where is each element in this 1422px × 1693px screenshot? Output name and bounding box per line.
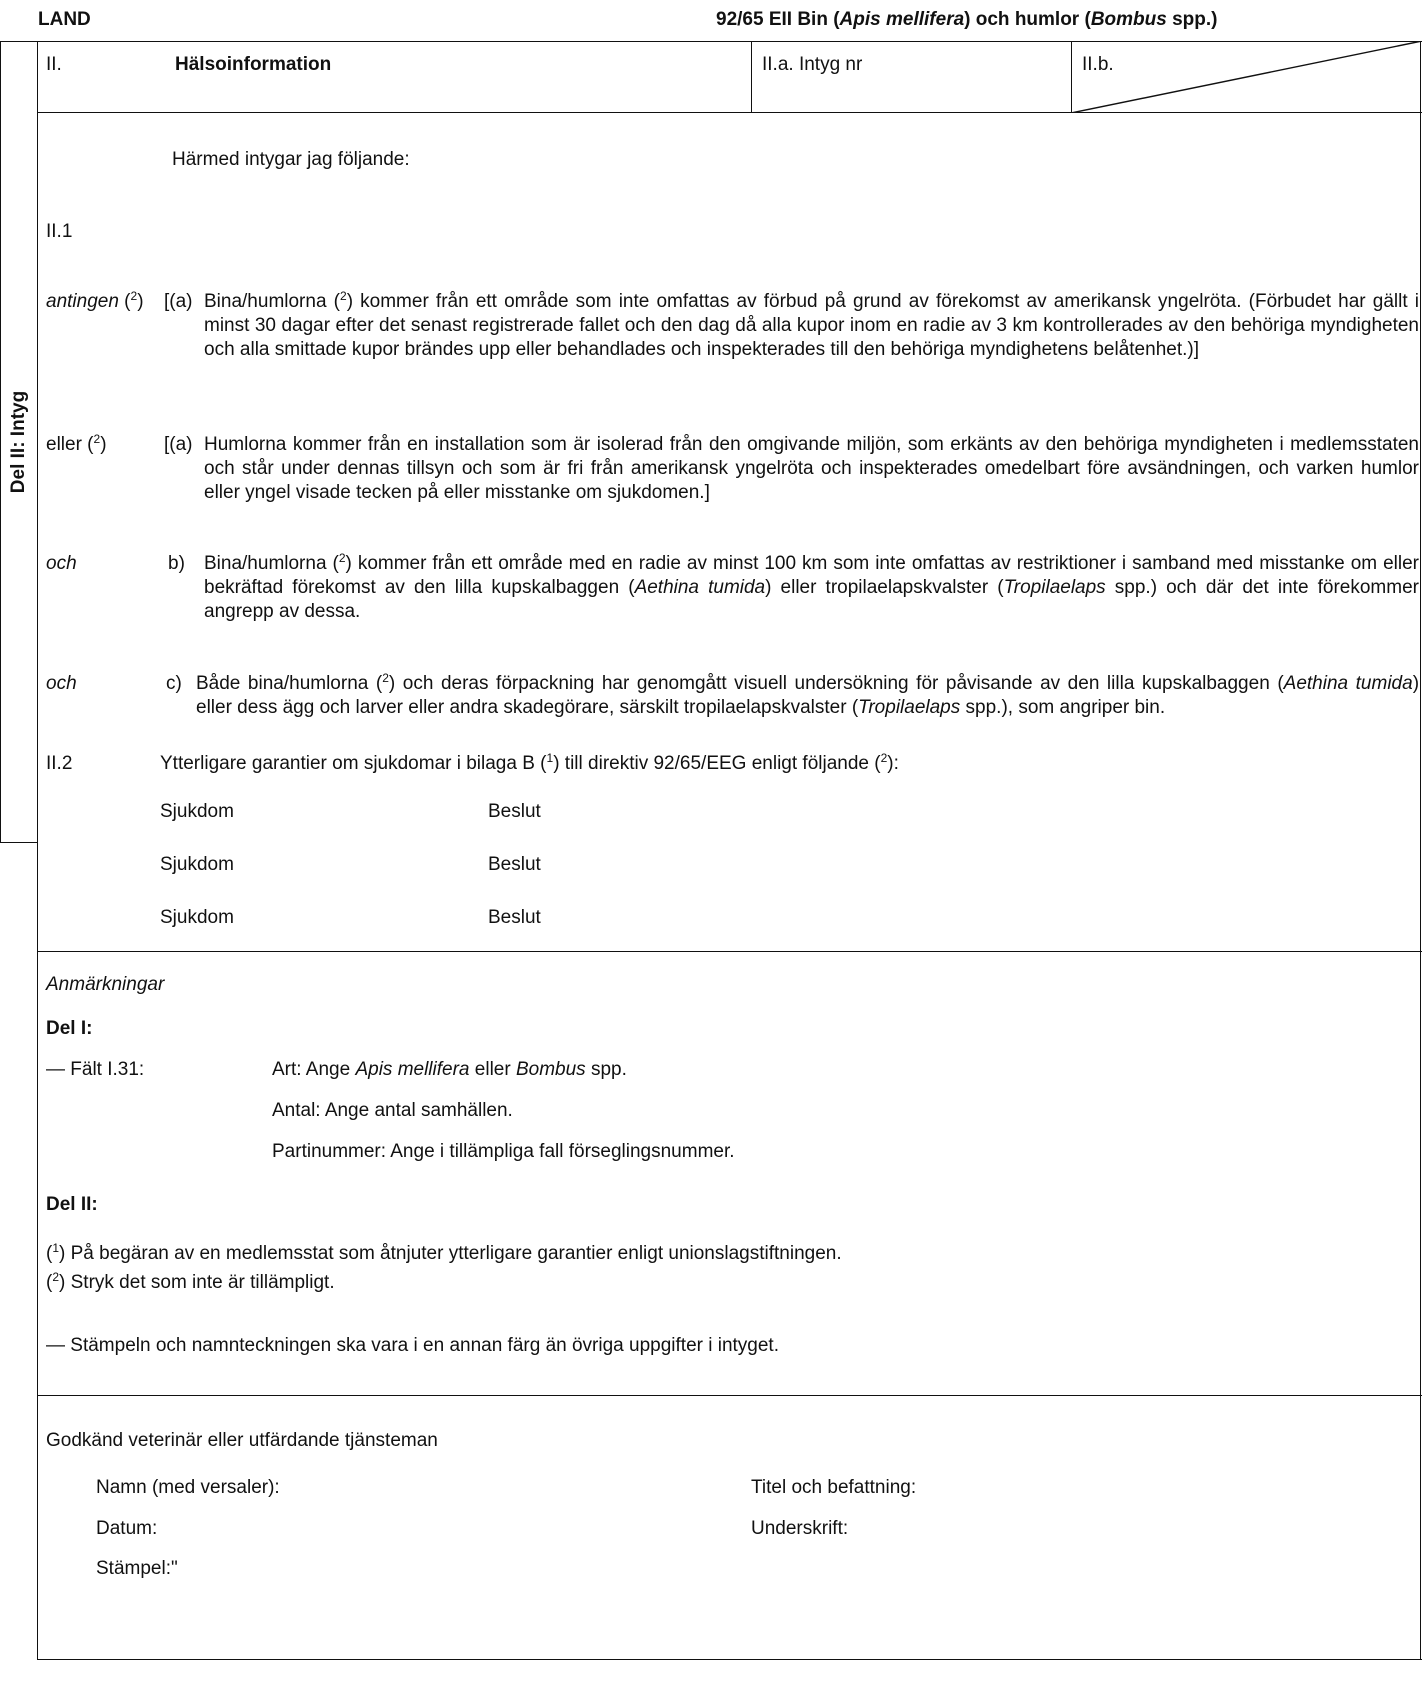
side-box-bottom <box>0 842 38 843</box>
iib-diagonal-line <box>1071 41 1422 113</box>
notes-part1-heading: Del I: <box>46 1018 93 1039</box>
s4-t4: spp.), som angriper bin. <box>960 697 1166 718</box>
art-species-bombus: Bombus <box>515 1059 586 1080</box>
footnote-1: ($^1$) På begäran av en medlemsstat som åtnjuter ytterligare garantier enligt unionslagstiftningen. <box>46 1241 842 1264</box>
side-box-left <box>0 41 1 842</box>
notes-batch-line: Partinummer: Ange i tillämpliga fall förseglingsnummer. <box>272 1141 735 1162</box>
footnote-2-text: Stryk det som inte är tillämpligt. <box>65 1272 335 1293</box>
footnote-2-ref: 2 <box>52 1270 60 1284</box>
date-label: Datum: <box>96 1518 158 1539</box>
frame-right <box>1420 41 1421 1660</box>
s4-ref: 2 <box>382 671 389 685</box>
side-box-top <box>0 41 38 42</box>
s3-t2: ) kommer från ett område med en radie av minst 100 km som inte omfattas av restriktioner i samband med misstanke om eller bekräftad förekomst av den lilla kupskalbaggen ( <box>204 553 1419 598</box>
disease-label-2: Sjukdom <box>160 854 234 875</box>
s1-text-b: ) kommer från ett område som inte omfattas av förbud på grund av förekomst av amerikansk yngelröta. (Förbudet har gällt i minst 30 dagar efter det senast registrerade fallet och den dag då alla kupor inom en radie av 3 km kontrollerades av den behöriga myndigheten och alla smittade kupor brändes upp eller behandlades och inspekterades till den behöriga myndighetens belåtenhet.)] <box>204 291 1420 360</box>
ref-species-apis: Apis mellifera <box>839 9 965 30</box>
s1-lead-footnote-ref: 2 <box>130 289 138 303</box>
name-label: Namn (med versaler): <box>96 1477 280 1498</box>
ii2-t3: ): <box>887 753 899 774</box>
notes-part2-heading: Del II: <box>46 1194 98 1215</box>
clause-ii2-text <box>160 752 899 776</box>
s3-ref: 2 <box>338 551 346 565</box>
iib-label: II.b. <box>1082 54 1114 75</box>
s4-species-aethina: Aethina tumida <box>1283 673 1413 694</box>
notes-title: Anmärkningar <box>46 974 165 995</box>
s4-text <box>196 672 1419 720</box>
s2-lead: eller ($^2$) <box>46 432 107 455</box>
art-a: Art: Ange <box>272 1059 356 1080</box>
ii2-ref2: 2 <box>880 751 888 765</box>
notes-stamp-line: — Stämpeln och namnteckningen ska vara i en annan färg än övriga uppgifter i intyget. <box>46 1335 779 1356</box>
s2-letter: [(a) <box>164 434 193 455</box>
disease-label-1: Sjukdom <box>160 801 234 822</box>
s4-species-tropilaelaps: Tropilaelaps <box>858 697 961 718</box>
ref-mid: ) och humlor ( <box>964 9 1091 30</box>
s3-species-tropilaelaps: Tropilaelaps <box>1003 577 1106 598</box>
ii2-t2: ) till direktiv 92/65/EEG enligt följande ( <box>553 753 881 774</box>
s3-species-aethina: Aethina tumida <box>634 577 766 598</box>
ref-species-bombus: Bombus <box>1090 9 1167 30</box>
footnote-1-text: På begäran av en medlemsstat som åtnjuter ytterligare garantier enligt unionslagstiftningen. <box>65 1243 842 1264</box>
s3-t1: Bina/humlorna ( <box>204 553 339 574</box>
s2-text: Humlorna kommer från en installation som är isolerad från den omgivande miljön, som erkänts av den behöriga myndigheten i medlemsstaten och står under dennas tillsyn och som är fri från amerikansk yngelröta och inspekterades omedelbart före avsändningen, och varken humlor eller yngel visade tecken på eller misstanke om sjukdomen.] <box>204 434 1419 503</box>
country-label: LAND <box>38 9 91 30</box>
signature-title: Godkänd veterinär eller utfärdande tjänsteman <box>46 1430 438 1451</box>
side-label: Del II: Intyg <box>8 390 29 494</box>
section-divider-notes <box>37 951 1422 952</box>
ref-suffix: spp.) <box>1166 9 1218 30</box>
s3-t4: spp.) och där det inte förekommer angrepp av dessa. <box>204 577 1419 622</box>
decision-label-1: Beslut <box>488 801 541 822</box>
s2-lead-footnote-ref: 2 <box>93 432 101 446</box>
frame-left <box>37 41 38 1660</box>
certificate-number-label: II.a. Intyg nr <box>762 54 863 75</box>
decision-label-3: Beslut <box>488 907 541 928</box>
footnote-2: ($^2$) Stryk det som inte är tillämpligt. <box>46 1270 335 1293</box>
ii2-ref1: 1 <box>546 751 554 765</box>
s1-letter: [(a) <box>164 291 193 312</box>
position-label: Titel och befattning: <box>751 1477 917 1498</box>
clause-ii1-number: II.1 <box>46 221 73 242</box>
s4-t2: ) och deras förpackning har genomgått visuell undersökning för påvisande av den lilla kupskalbaggen ( <box>388 673 1284 694</box>
notes-quantity-line: Antal: Ange antal samhällen. <box>272 1100 513 1121</box>
ref-prefix: 92/65 EII Bin ( <box>716 9 840 30</box>
art-species-apis: Apis mellifera <box>355 1059 470 1080</box>
intro-text: Härmed intygar jag följande: <box>172 149 410 170</box>
s3-t3: ) eller tropilaelapskvalster ( <box>765 577 1004 598</box>
s3-text <box>204 552 1419 624</box>
s1-text-a: Bina/humlorna ( <box>204 291 340 312</box>
header-divider-1 <box>751 41 752 113</box>
side-label-box <box>2 42 36 842</box>
s2-lead-word: eller <box>46 434 82 455</box>
ii2-t1: Ytterligare garantier om sjukdomar i bilaga B ( <box>160 753 547 774</box>
art-c: spp. <box>585 1059 627 1080</box>
disease-label-3: Sjukdom <box>160 907 234 928</box>
notes-field-label: — Fält I.31: <box>46 1059 145 1080</box>
footnote-1-ref: 1 <box>52 1241 60 1255</box>
s1-lead-word: antingen <box>46 291 119 312</box>
stamp-label: Stämpel:" <box>96 1558 178 1579</box>
s4-t3: ) eller dess ägg och larver eller andra skadegörare, särskilt tropilaelapskvalster ( <box>196 673 1420 718</box>
decision-label-2: Beslut <box>488 854 541 875</box>
signature-label: Underskrift: <box>751 1518 849 1539</box>
s1-lead: antingen ($^2$) <box>46 289 144 312</box>
section-number: II. <box>46 54 62 75</box>
s1-text-ref: 2 <box>340 289 347 303</box>
s1-text <box>204 290 1419 362</box>
s4-letter: c) <box>166 673 182 694</box>
certificate-reference <box>716 8 1217 32</box>
s3-lead: och <box>46 553 77 574</box>
clause-ii2-number: II.2 <box>46 753 73 774</box>
s4-lead: och <box>46 673 77 694</box>
s3-letter: b) <box>168 553 185 574</box>
frame-bottom <box>37 1659 1422 1660</box>
section-divider-signature <box>37 1395 1422 1396</box>
art-b: eller <box>469 1059 516 1080</box>
s4-t1: Både bina/humlorna ( <box>196 673 383 694</box>
notes-species-line <box>272 1058 627 1082</box>
section-title: Hälsoinformation <box>175 54 332 75</box>
